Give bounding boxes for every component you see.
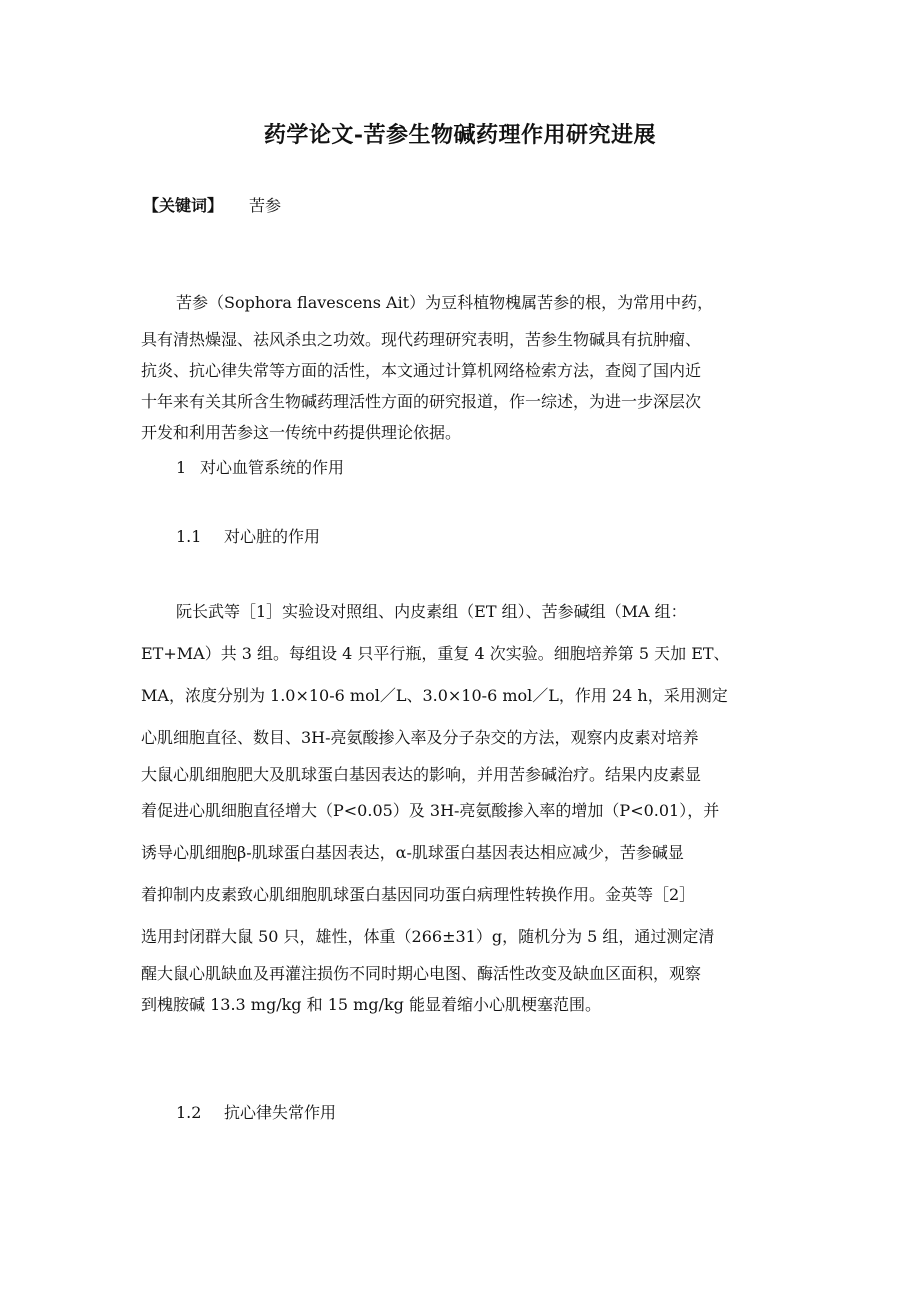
section-number: 1 [176, 458, 187, 477]
paragraph-line: 苦参（Sophora flavescens Ait）为豆科植物槐属苦参的根，为常用中药， [176, 293, 714, 312]
section-heading-1-1 [176, 524, 320, 547]
paragraph-line: 选用封闭群大鼠 50 只，雄性，体重（266±31）g，随机分为 5 组，通过测定清 [141, 927, 715, 946]
paragraph-line: MA，浓度分别为 1.0×10-6 mol／L、3.0×10-6 mol／L，作用 24 h，采用测定 [141, 686, 728, 705]
paragraph-line: 阮长武等［1］实验设对照组、内皮素组（ET 组）、苦参碱组（MA 组： [176, 602, 687, 621]
paragraph-line: 诱导心肌细胞β-肌球蛋白基因表达，α-肌球蛋白基因表达相应减少，苦参碱显 [141, 843, 684, 862]
body-paragraph [141, 591, 791, 1020]
paragraph-line: 大鼠心肌细胞肥大及肌球蛋白基因表达的影响，并用苦参碱治疗。结果内皮素显 [141, 765, 702, 784]
keywords-value: 苦参 [249, 196, 282, 215]
paragraph-line: 到槐胺碱 13.3 mg/kg 和 15 mg/kg 能显着缩小心肌梗塞范围。 [141, 995, 601, 1014]
paragraph-line: 抗炎、抗心律失常等方面的活性，本文通过计算机网络检索方法，查阅了国内近 [141, 361, 702, 380]
paragraph-line: 醒大鼠心肌缺血及再灌注损伤不同时期心电图、酶活性改变及缺血区面积，观察 [141, 964, 702, 983]
section-title: 对心脏的作用 [224, 527, 321, 546]
section-heading-1-2 [176, 1100, 336, 1123]
paragraph-line: 着抑制内皮素致心肌细胞肌球蛋白基因同功蛋白病理性转换作用。金英等［2］ [141, 885, 696, 904]
intro-paragraph [141, 282, 791, 448]
paragraph-line: 心肌细胞直径、数目、3H-亮氨酸掺入率及分子杂交的方法，观察内皮素对培养 [141, 728, 699, 747]
paragraph-line: 开发和利用苦参这一传统中药提供理论依据。 [141, 423, 462, 442]
keywords-row [143, 193, 281, 216]
keywords-label: 【关键词】 [143, 196, 224, 215]
paragraph-line: ET+MA）共 3 组。每组设 4 只平行瓶，重复 4 次实验。细胞培养第 5 天加 ET、 [141, 644, 730, 663]
paragraph-line: 十年来有关其所含生物碱药理活性方面的研究报道，作一综述，为进一步深层次 [141, 392, 702, 411]
section-heading-1 [176, 455, 344, 478]
section-number: 1.1 [176, 527, 202, 546]
paragraph-line: 着促进心肌细胞直径增大（P<0.05）及 3H-亮氨酸掺入率的增加（P<0.01），并 [141, 801, 720, 820]
section-title: 抗心律失常作用 [224, 1103, 337, 1122]
section-number: 1.2 [176, 1103, 202, 1122]
document-title: 药学论文-苦参生物碱药理作用研究进展 [263, 122, 657, 148]
section-title: 对心血管系统的作用 [200, 458, 345, 477]
paragraph-line: 具有清热燥湿、祛风杀虫之功效。现代药理研究表明，苦参生物碱具有抗肿瘤、 [141, 330, 702, 349]
